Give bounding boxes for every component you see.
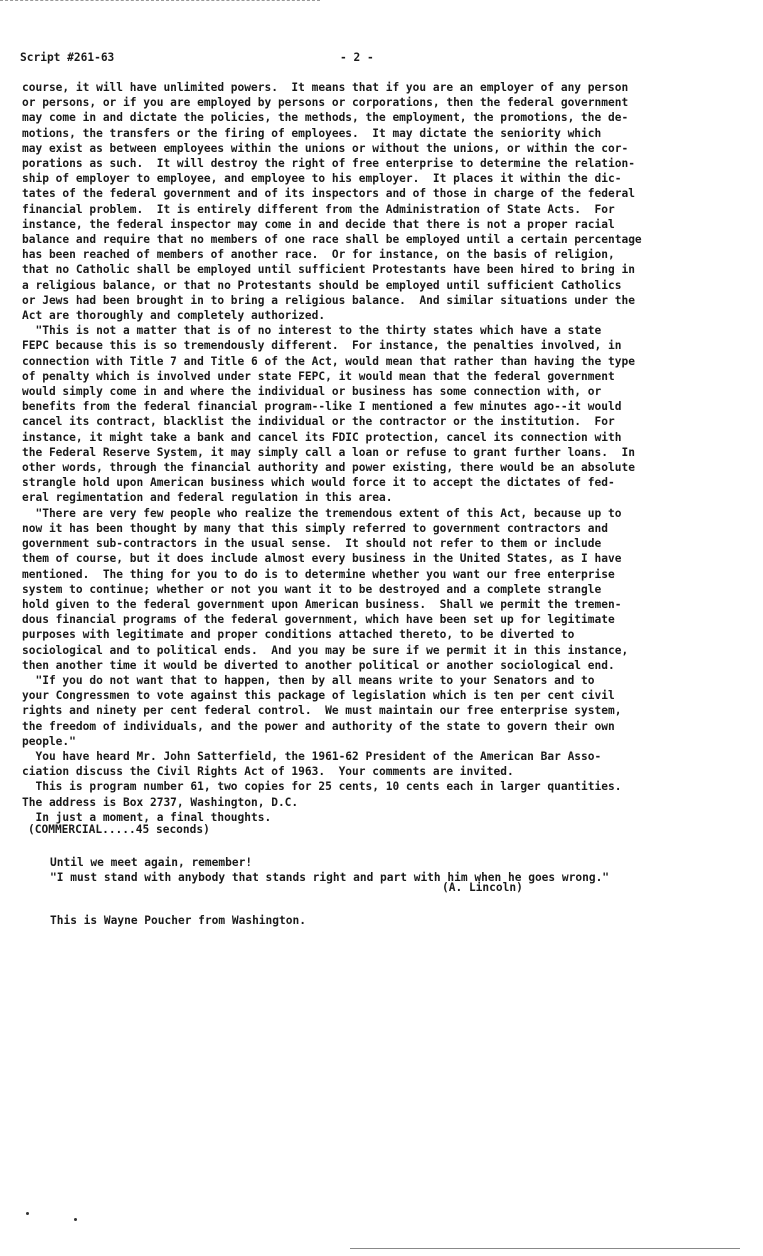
- body-line: then another time it would be diverted to another political or another sociological end.: [22, 658, 615, 672]
- body-line: may exist as between employees within the unions or without the unions, or within the cor-: [22, 141, 629, 155]
- body-line: would simply come in and where the individual or business has some connection with, or: [22, 385, 602, 399]
- body-line: of penalty which is involved under state FEPC, it would mean that the federal government: [22, 369, 615, 383]
- body-line: instance, the federal inspector may come in and decide that there is not a proper racial: [22, 217, 615, 231]
- body-line: purposes with legitimate and proper conditions attached thereto, to be diverted to: [22, 628, 575, 642]
- body-line: benefits from the federal financial program--like I mentioned a few minutes ago--it would: [22, 400, 622, 414]
- body-line: a religious balance, or that no Protestants should be employed until sufficient Catholics: [22, 278, 622, 292]
- body-line: the freedom of individuals, and the power and authority of the state to govern their own: [22, 719, 615, 733]
- body-line: connection with Title 7 and Title 6 of the Act, would mean that rather than having the type: [22, 354, 635, 368]
- body-line: rights and ninety per cent federal control. We must maintain our free enterprise system,: [22, 704, 622, 718]
- body-line: In just a moment, a final thoughts.: [22, 810, 272, 824]
- body-line: "This is not a matter that is of no interest to the thirty states which have a state: [22, 324, 602, 338]
- body-line: that no Catholic shall be employed until sufficient Protestants have been hired to bring in: [22, 263, 635, 277]
- commercial-note: (COMMERCIAL.....45 seconds): [28, 823, 210, 836]
- body-line: people.": [22, 734, 76, 748]
- body-line: or persons, or if you are employed by persons or corporations, then the federal government: [22, 96, 629, 110]
- body-line: cancel its contract, blacklist the individual or the contractor or the institution. For: [22, 415, 615, 429]
- body-line: sociological and to political ends. And you may be sure if we permit it in this instance,: [22, 643, 629, 657]
- quote-attribution: (A. Lincoln): [442, 881, 523, 894]
- body-line: porations as such. It will destroy the right of free enterprise to determine the relation-: [22, 157, 635, 171]
- body-line: ship of employer to employee, and employee to his employer. It places it within the dic-: [22, 172, 622, 186]
- speck: [74, 1218, 77, 1221]
- speck: [26, 1212, 29, 1215]
- body-line: FEPC because this is so tremendously different. For instance, the penalties involved, in: [22, 339, 622, 353]
- body-line: system to continue; whether or not you want it to be destroyed and a complete strangle: [22, 582, 602, 596]
- body-line: dous financial programs of the federal government, which have been set up for legitimate: [22, 613, 615, 627]
- body-line: mentioned. The thing for you to do is to determine whether you want our free enterprise: [22, 567, 615, 581]
- body-line: your Congressmen to vote against this package of legislation which is ten per cent civil: [22, 689, 615, 703]
- bottom-rule: [350, 1248, 740, 1249]
- body-line: You have heard Mr. John Satterfield, the 1961-62 President of the American Bar Asso-: [22, 749, 602, 763]
- body-line: instance, it might take a bank and cancel its FDIC protection, cancel its connection with: [22, 430, 622, 444]
- script-body: [22, 80, 742, 825]
- signoff-line: This is Wayne Poucher from Washington.: [50, 914, 306, 927]
- top-rule: [0, 0, 320, 1]
- body-line: ciation discuss the Civil Rights Act of 1963. Your comments are invited.: [22, 765, 514, 779]
- body-line: or Jews had been brought in to bring a religious balance. And similar situations under the: [22, 293, 635, 307]
- closing-line-1: Until we meet again, remember!: [50, 856, 253, 869]
- body-line: "There are very few people who realize the tremendous extent of this Act, because up to: [22, 506, 622, 520]
- body-line: tates of the federal government and of its inspectors and of those in charge of the federal: [22, 187, 635, 201]
- body-line: Act are thoroughly and completely authorized.: [22, 309, 326, 323]
- body-line: hold given to the federal government upon American business. Shall we permit the tremen-: [22, 597, 622, 611]
- body-line: financial problem. It is entirely different from the Administration of State Acts. For: [22, 202, 615, 216]
- body-line: course, it will have unlimited powers. It means that if you are an employer of any person: [22, 81, 629, 94]
- body-line: other words, through the financial authority and power existing, there would be an absolute: [22, 461, 635, 475]
- script-number: Script #261-63: [20, 51, 115, 64]
- body-line: "If you do not want that to happen, then by all means write to your Senators and to: [22, 673, 595, 687]
- body-line: The address is Box 2737, Washington, D.C.: [22, 795, 299, 809]
- body-line: them of course, but it does include almost every business in the United States, as I have: [22, 552, 622, 566]
- body-line: now it has been thought by many that this simply referred to government contractors and: [22, 521, 608, 535]
- closing-line-2: "I must stand with anybody that stands right and part with him when he goes wrong.": [50, 871, 610, 885]
- body-line: has been reached of members of another race. Or for instance, on the basis of religion,: [22, 248, 615, 262]
- body-line: may come in and dictate the policies, the methods, the employment, the promotions, the de-: [22, 111, 629, 125]
- body-line: the Federal Reserve System, it may simply call a loan or refuse to grant further loans. In: [22, 445, 635, 459]
- body-line: eral regimentation and federal regulation in this area.: [22, 491, 393, 505]
- body-line: balance and require that no members of one race shall be employed until a certain percentage: [22, 233, 642, 247]
- body-line: motions, the transfers or the firing of employees. It may dictate the seniority which: [22, 126, 602, 140]
- closing-quote: [50, 855, 609, 885]
- body-line: government sub-contractors in the usual sense. It should not refer to them or include: [22, 537, 602, 551]
- body-line: strangle hold upon American business which would force it to accept the dictates of fed-: [22, 476, 615, 490]
- body-line: This is program number 61, two copies for 25 cents, 10 cents each in larger quantities.: [22, 780, 622, 794]
- page-number: - 2 -: [340, 51, 374, 64]
